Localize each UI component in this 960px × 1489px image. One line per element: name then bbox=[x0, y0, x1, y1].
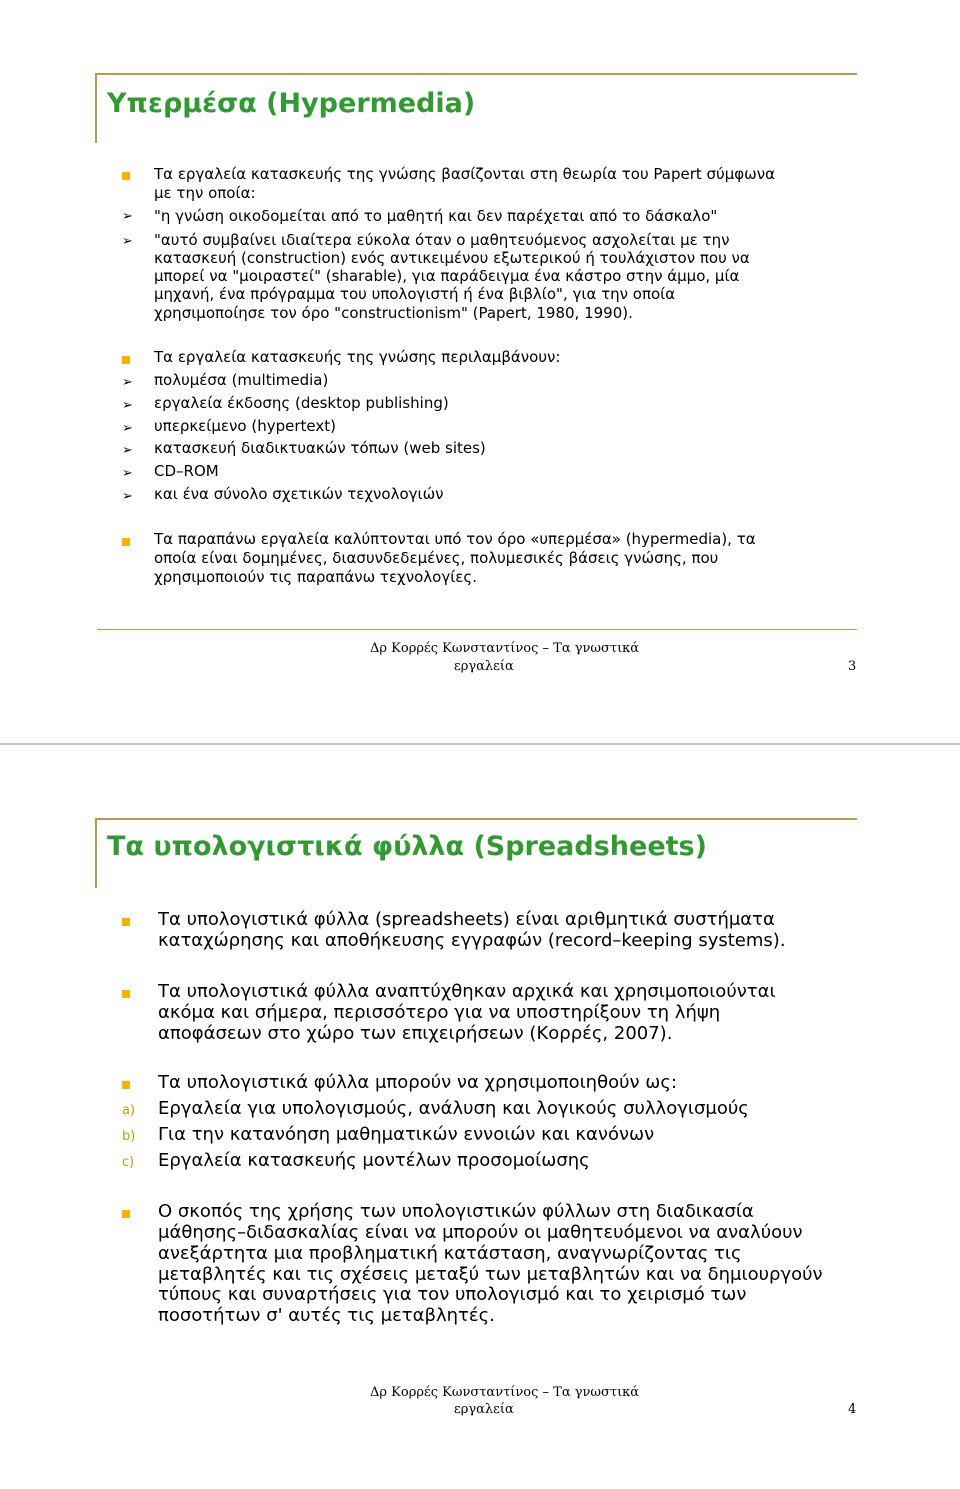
list-item: Εργαλεία κατασκευής μοντέλων προσομοίωσης bbox=[158, 1150, 590, 1171]
arrow-bullet-icon: ➢ bbox=[122, 234, 133, 249]
quote-line: χρησιμοποίησε τον όρο "constructionism" (Papert, 1980, 1990). bbox=[154, 304, 633, 322]
bullet-icon bbox=[122, 172, 130, 180]
footer-author-cont: εργαλεία bbox=[454, 659, 514, 674]
quote-line: μπορεί να "μοιραστεί" (sharable), για παράδειγμα ένα κάστρο στην άμμο, μία bbox=[154, 267, 740, 285]
quote-line: "η γνώση οικοδομείται από το μαθητή και δεν παρέχεται από το δάσκαλο" bbox=[154, 207, 718, 225]
list-item: κατασκευή διαδικτυακών τόπων (web sites) bbox=[154, 439, 486, 457]
bullet-icon bbox=[122, 918, 130, 926]
slide-title: Τα υπολογιστικά φύλλα (Spreadsheets) bbox=[107, 831, 707, 862]
footer-rule bbox=[97, 629, 857, 630]
paragraph-line: Τα υπολογιστικά φύλλα (spreadsheets) είναι αριθμητικά συστήματα bbox=[158, 909, 775, 930]
slide-title: Υπερμέσα (Hypermedia) bbox=[107, 88, 476, 119]
arrow-bullet-icon: ➢ bbox=[122, 398, 133, 413]
quote-line: μηχανή, ένα πρόγραμμα του υπολογιστή ή ένα βιβλίο", για την οποία bbox=[154, 285, 676, 303]
list-item: υπερκείμενο (hypertext) bbox=[154, 417, 336, 435]
paragraph-line: μεταβλητές και τις σχέσεις μεταξύ των μεταβλητών και να δημιουργούν bbox=[158, 1264, 823, 1285]
page-number: 3 bbox=[848, 659, 857, 674]
bullet-icon bbox=[122, 1210, 130, 1218]
footer-author-cont: εργαλεία bbox=[454, 1402, 514, 1417]
paragraph-line: καταχώρησης και αποθήκευσης εγγραφών (record–keeping systems). bbox=[158, 930, 786, 951]
quote-line: κατασκευή (construction) ενός αντικειμένου εξωτερικού ή τουλάχιστον που να bbox=[154, 249, 750, 267]
paragraph-line: ανεξάρτητα μια προβληματική κατάσταση, αναγνωρίζοντας τις bbox=[158, 1243, 742, 1264]
paragraph-line: Τα εργαλεία κατασκευής της γνώσης βασίζονται στη θεωρία του Papert σύμφωνα bbox=[154, 165, 775, 183]
list-item: πολυμέσα (multimedia) bbox=[154, 371, 329, 389]
footer-author: Δρ Κορρές Κωνσταντίνος – Τα γνωστικά bbox=[370, 1385, 640, 1400]
paragraph-line: ποσοτήτων σ' αυτές τις μεταβλητές. bbox=[158, 1305, 495, 1326]
list-letter: c) bbox=[122, 1155, 135, 1170]
arrow-bullet-icon: ➢ bbox=[122, 375, 133, 390]
paragraph-line: Τα παραπάνω εργαλεία καλύπτονται υπό τον όρο «υπερμέσα» (hypermedia), τα bbox=[154, 530, 756, 548]
arrow-bullet-icon: ➢ bbox=[122, 466, 133, 481]
list-item: CD–ROM bbox=[154, 462, 219, 480]
list-item: Για την κατανόηση μαθηματικών εννοιών και κανόνων bbox=[158, 1124, 655, 1145]
paragraph-line: μάθησης–διδασκαλίας είναι να μπορούν οι μαθητευόμενοι να αναλύουν bbox=[158, 1222, 803, 1243]
arrow-bullet-icon: ➢ bbox=[122, 443, 133, 458]
quote-line: "αυτό συμβαίνει ιδιαίτερα εύκολα όταν ο μαθητευόμενος ασχολείται με την bbox=[154, 231, 730, 249]
list-item: εργαλεία έκδοσης (desktop publishing) bbox=[154, 394, 449, 412]
slide-3 bbox=[0, 0, 960, 744]
footer-author: Δρ Κορρές Κωνσταντίνος – Τα γνωστικά bbox=[370, 641, 640, 656]
bullet-icon bbox=[122, 1081, 130, 1089]
page-number: 4 bbox=[848, 1402, 857, 1417]
title-side-rule bbox=[95, 73, 97, 143]
title-top-rule bbox=[95, 73, 857, 75]
paragraph-line: αποφάσεων στο χώρο των επιχειρήσεων (Κορρές, 2007). bbox=[158, 1023, 673, 1044]
paragraph-line: τύπους και συναρτήσεις για τον υπολογισμό και το χειρισμό των bbox=[158, 1284, 747, 1305]
title-side-rule bbox=[95, 818, 97, 888]
bullet-icon bbox=[122, 356, 130, 364]
arrow-bullet-icon: ➢ bbox=[122, 489, 133, 504]
list-item: Εργαλεία για υπολογισμούς, ανάλυση και λογικούς συλλογισμούς bbox=[158, 1098, 749, 1119]
list-letter: b) bbox=[122, 1129, 136, 1144]
bullet-icon bbox=[122, 990, 130, 998]
paragraph-line: Ο σκοπός της χρήσης των υπολογιστικών φύλλων στη διαδικασία bbox=[158, 1201, 754, 1222]
arrow-bullet-icon: ➢ bbox=[122, 209, 133, 224]
paragraph-line: Τα υπολογιστικά φύλλα αναπτύχθηκαν αρχικά και χρησιμοποιούνται bbox=[158, 981, 776, 1002]
title-top-rule bbox=[95, 818, 857, 820]
paragraph-line: ακόμα και σήμερα, περισσότερο για να υποστηρίξουν τη λήψη bbox=[158, 1002, 721, 1023]
paragraph-line: Τα εργαλεία κατασκευής της γνώσης περιλαμβάνουν: bbox=[154, 348, 561, 366]
list-letter: a) bbox=[122, 1103, 136, 1118]
arrow-bullet-icon: ➢ bbox=[122, 421, 133, 436]
paragraph-line: οποία είναι δομημένες, διασυνδεδεμένες, πολυμεσικές βάσεις γνώσης, που bbox=[154, 549, 719, 567]
paragraph-line: με την οποία: bbox=[154, 184, 256, 202]
bullet-icon bbox=[122, 538, 130, 546]
slide-4 bbox=[0, 745, 960, 1489]
paragraph-line: χρησιμοποιούν τις παραπάνω τεχνολογίες. bbox=[154, 568, 477, 586]
list-item: και ένα σύνολο σχετικών τεχνολογιών bbox=[154, 485, 444, 503]
paragraph-line: Τα υπολογιστικά φύλλα μπορούν να χρησιμοποιηθούν ως: bbox=[158, 1072, 678, 1093]
